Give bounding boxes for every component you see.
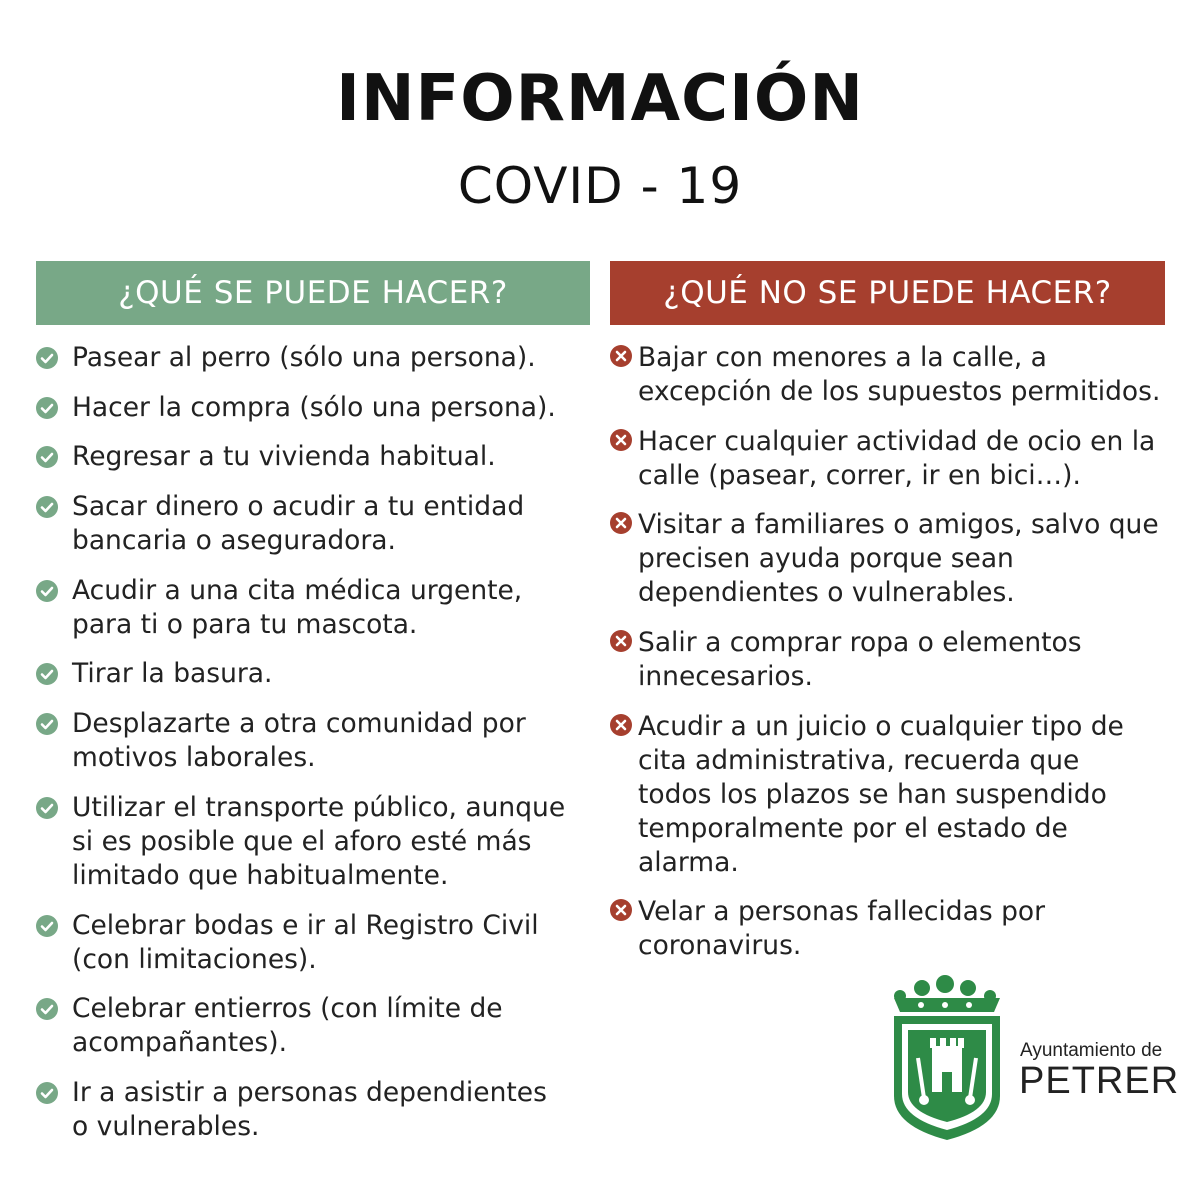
check-circle-icon — [36, 713, 58, 735]
logo-line-1: Ayuntamiento de — [1020, 1040, 1163, 1061]
can-do-item-line: para ti o para tu mascota. — [72, 608, 418, 640]
can-do-item — [36, 909, 590, 977]
cannot-do-item — [610, 895, 1165, 963]
check-circle-icon — [36, 915, 58, 937]
can-do-item-line: Ir a asistir a personas dependientes — [72, 1076, 547, 1108]
x-circle-icon — [610, 512, 632, 534]
can-do-item-line: si es posible que el aforo esté más — [72, 825, 532, 857]
can-do-item-line: limitado que habitualmente. — [72, 859, 449, 891]
check-circle-icon — [36, 496, 58, 518]
cannot-do-item-line: coronavirus. — [638, 930, 802, 962]
cannot-do-list — [610, 341, 1165, 963]
can-do-item-line: Sacar dinero o acudir a tu entidad — [72, 491, 525, 523]
can-do-item — [36, 391, 590, 425]
x-circle-icon — [610, 429, 632, 451]
can-do-list — [36, 341, 590, 1144]
check-circle-icon — [36, 663, 58, 685]
cannot-do-item — [610, 626, 1165, 694]
can-do-column — [36, 261, 590, 1160]
can-do-item-line: Tirar la basura. — [72, 658, 273, 690]
can-do-item-line: motivos laborales. — [72, 742, 316, 774]
cannot-do-item-line: innecesarios. — [638, 661, 813, 693]
can-do-item-line: Desplazarte a otra comunidad por — [72, 708, 526, 740]
check-circle-icon — [36, 580, 58, 602]
cannot-do-item — [610, 425, 1165, 493]
cannot-do-item-line: cita administrativa, recuerda que — [638, 744, 1080, 776]
check-circle-icon — [36, 998, 58, 1020]
check-circle-icon — [36, 347, 58, 369]
coat-of-arms-icon — [888, 968, 1008, 1148]
cannot-do-item — [610, 508, 1165, 610]
cannot-do-item-line: precisen ayuda porque sean — [638, 543, 1014, 575]
logo-line-2: PETRER — [1019, 1060, 1180, 1102]
can-do-item-line: o vulnerables. — [72, 1110, 260, 1142]
cannot-do-item-line: excepción de los supuestos permitidos. — [638, 376, 1161, 407]
can-do-item — [36, 707, 590, 775]
can-do-item-line: bancaria o aseguradora. — [72, 525, 396, 557]
cannot-do-item-line: Velar a personas fallecidas por — [638, 896, 1046, 928]
can-do-item-line: Utilizar el transporte público, aunque — [72, 791, 566, 823]
can-do-item — [36, 1076, 590, 1144]
cannot-do-item-line: dependientes o vulnerables. — [638, 577, 1015, 609]
check-circle-icon — [36, 797, 58, 819]
cannot-do-item — [610, 341, 1165, 409]
check-circle-icon — [36, 1082, 58, 1104]
can-do-item-line: Acudir a una cita médica urgente, — [72, 574, 523, 606]
can-do-item — [36, 490, 590, 558]
check-circle-icon — [36, 397, 58, 419]
page-subtitle: COVID - 19 — [457, 157, 743, 215]
can-do-item-line: (con limitaciones). — [72, 943, 317, 975]
can-do-item — [36, 791, 590, 893]
cannot-do-item-line: calle (pasear, correr, ir en bici…). — [638, 459, 1081, 491]
cannot-do-item-line: Acudir a un juicio o cualquier tipo de — [638, 710, 1124, 742]
x-circle-icon — [610, 630, 632, 652]
cannot-do-item-line: todos los plazos se han suspendido — [638, 778, 1107, 810]
can-do-item — [36, 341, 590, 375]
x-circle-icon — [610, 345, 632, 367]
cannot-do-item-line: Salir a comprar ropa o elementos — [638, 627, 1082, 659]
can-do-item-line: Hacer la compra (sólo una persona). — [72, 391, 556, 423]
can-do-item-line: Regresar a tu vivienda habitual. — [72, 441, 496, 473]
cannot-do-column — [610, 261, 1165, 979]
can-do-header: ¿QUÉ SE PUEDE HACER? — [36, 261, 590, 325]
cannot-do-item-line: Bajar con menores a la calle, a — [638, 342, 1047, 373]
cannot-do-item — [610, 710, 1165, 880]
can-do-item-line: acompañantes). — [72, 1027, 287, 1059]
can-do-item-line: Pasear al perro (sólo una persona). — [72, 342, 536, 373]
petrer-logo — [888, 968, 1180, 1148]
can-do-item-line: Celebrar bodas e ir al Registro Civil — [72, 909, 539, 941]
cannot-do-header: ¿QUÉ NO SE PUEDE HACER? — [610, 261, 1165, 325]
x-circle-icon — [610, 899, 632, 921]
can-do-item — [36, 574, 590, 642]
can-do-item — [36, 992, 590, 1060]
cannot-do-item-line: Hacer cualquier actividad de ocio en la — [638, 425, 1156, 457]
page-title: INFORMACIÓN — [336, 62, 864, 136]
check-circle-icon — [36, 446, 58, 468]
cannot-do-item-line: temporalmente por el estado de alarma. — [638, 812, 1068, 878]
x-circle-icon — [610, 714, 632, 736]
can-do-item — [36, 657, 590, 691]
can-do-item-line: Celebrar entierros (con límite de — [72, 993, 503, 1025]
can-do-item — [36, 440, 590, 474]
cannot-do-item-line: Visitar a familiares o amigos, salvo que — [638, 509, 1159, 541]
